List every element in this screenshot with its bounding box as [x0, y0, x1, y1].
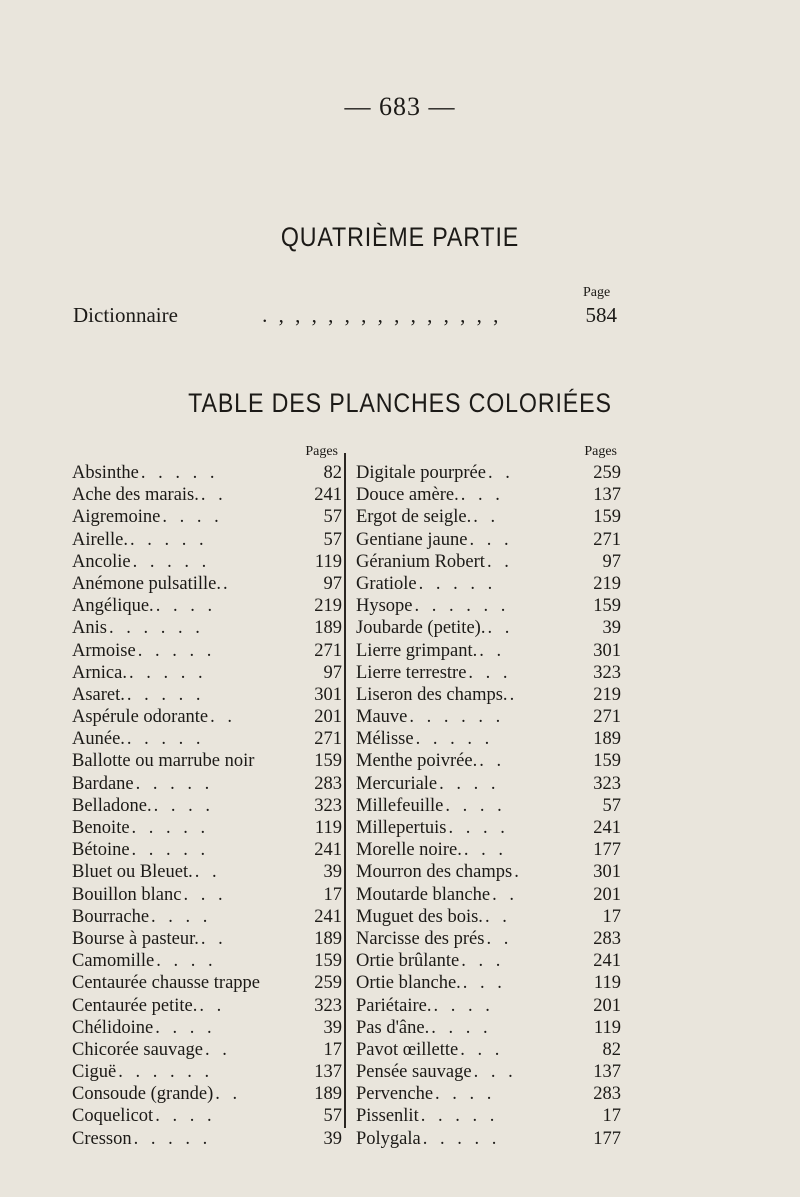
- plate-entry: [356, 506, 621, 528]
- plant-name: Gentiane jaune: [356, 529, 468, 550]
- plate-page-number: 137: [593, 485, 621, 506]
- plate-page-number: 159: [593, 507, 621, 528]
- leader-dots: . . . . .: [126, 684, 205, 705]
- plant-name: Armoise: [72, 640, 136, 661]
- plate-entry: [72, 706, 342, 728]
- leader-dots: .: [509, 684, 519, 705]
- plate-entry: [72, 662, 342, 684]
- plate-page-number: 201: [314, 707, 342, 728]
- plate-entry: [72, 884, 342, 906]
- plate-page-number: 177: [593, 1128, 621, 1149]
- plate-page-number: 17: [602, 906, 621, 927]
- plant-name: Polygala: [356, 1128, 421, 1149]
- plant-name: Gratiole: [356, 573, 417, 594]
- plate-page-number: 57: [323, 1106, 342, 1127]
- plant-name: Bétoine: [72, 840, 130, 861]
- plate-entry: [356, 684, 621, 706]
- plate-entry: [72, 484, 342, 506]
- plate-entry: [356, 906, 621, 928]
- plate-entry: [356, 928, 621, 950]
- plant-name: Bourse à pasteur.: [72, 928, 199, 949]
- plant-name: Mercuriale: [356, 773, 438, 794]
- leader-dots: . .: [487, 618, 514, 639]
- toc-entry-label: Dictionnaire: [73, 303, 178, 327]
- leader-dots: [260, 972, 308, 994]
- plate-entry: [72, 950, 342, 972]
- plant-name: Ballotte ou marrube noir: [72, 751, 255, 772]
- plant-name: Pavot œillette: [356, 1039, 459, 1060]
- leader-dots: . .: [479, 640, 506, 661]
- plant-name: Benoite: [72, 818, 130, 838]
- plant-name: Moutarde blanche: [356, 884, 491, 905]
- plant-name: Ache des marais.: [72, 485, 199, 506]
- plant-name: Mauve: [356, 707, 408, 728]
- plate-page-number: 271: [593, 707, 621, 728]
- leader-dots: . . . . .: [140, 463, 219, 483]
- plate-page-number: 271: [314, 729, 342, 750]
- plant-name: Bourrache: [72, 906, 150, 927]
- leader-dots: . . . .: [156, 951, 217, 972]
- leader-dots: . .: [200, 928, 227, 949]
- plant-name: Anémone pulsatille.: [72, 573, 221, 594]
- plate-page-number: 189: [314, 1084, 342, 1105]
- plant-name: Bardane: [72, 773, 134, 794]
- plate-page-number: 39: [323, 1017, 342, 1038]
- plant-name: Narcisse des prés: [356, 928, 485, 949]
- leader-dots: . . .: [468, 662, 512, 683]
- leader-dots: . . . .: [155, 1017, 216, 1038]
- plate-entry: [72, 861, 342, 883]
- leader-dots: . . . .: [155, 596, 217, 617]
- plant-name: Pervenche: [356, 1084, 434, 1105]
- plant-name: Asaret.: [72, 684, 125, 705]
- plate-entry: [72, 995, 342, 1017]
- plate-page-number: 57: [323, 529, 342, 550]
- plate-page-number: 159: [593, 751, 621, 772]
- plate-page-number: 219: [593, 573, 621, 594]
- plant-name: Muguet des bois.: [356, 906, 483, 927]
- plate-entry: [356, 728, 621, 750]
- leader-dots: . . . . .: [128, 662, 207, 683]
- plate-entry: [356, 861, 621, 883]
- leader-dots: . . . .: [435, 1084, 496, 1105]
- plate-entry: [356, 1128, 621, 1150]
- leader-dots: [254, 750, 308, 772]
- leader-dots: . . . . . .: [108, 618, 204, 639]
- leader-dots: . .: [200, 485, 227, 506]
- plate-page-number: 159: [314, 751, 342, 772]
- plant-name: Menthe poivrée.: [356, 751, 478, 772]
- column-divider: [344, 453, 346, 1128]
- leader-dots: . .: [486, 551, 513, 572]
- plate-page-number: 159: [314, 951, 342, 972]
- plate-entry: [356, 1017, 621, 1039]
- plate-page-number: 271: [314, 640, 342, 661]
- plate-entry: [72, 1083, 342, 1105]
- left-column-header: Pages: [305, 444, 338, 459]
- plate-entry: [72, 529, 342, 551]
- plant-name: Centaurée chausse trappe: [72, 973, 260, 994]
- plate-page-number: 39: [323, 1128, 342, 1149]
- leader-dots: . . .: [462, 973, 506, 994]
- leader-dots: . . .: [469, 529, 513, 550]
- plate-page-number: 323: [314, 995, 342, 1016]
- plant-name: Liseron des champs.: [356, 684, 508, 705]
- left-plate-column: [72, 444, 342, 1150]
- leader-dots: . . .: [183, 884, 227, 905]
- leader-dots: . . .: [473, 1062, 517, 1083]
- plate-page-number: 241: [314, 485, 342, 506]
- plate-page-number: 323: [593, 773, 621, 794]
- plate-page-number: 137: [593, 1062, 621, 1083]
- toc-entry: [73, 303, 617, 328]
- plant-name: Coquelicot: [72, 1106, 154, 1127]
- plant-name: Mélisse: [356, 729, 414, 750]
- plate-page-number: 39: [602, 618, 621, 639]
- leader-dots: . . . . .: [415, 729, 494, 750]
- plant-name: Lierre terrestre: [356, 662, 467, 683]
- leader-dots: . . . .: [153, 795, 215, 816]
- plate-page-number: 189: [314, 618, 342, 639]
- plate-page-number: 241: [593, 951, 621, 972]
- leader-dots: . .: [484, 906, 511, 927]
- plant-name: Consoude (grande): [72, 1084, 214, 1105]
- plant-name: Cresson: [72, 1128, 132, 1149]
- plate-entry: [356, 462, 621, 484]
- leader-dots: . .: [492, 884, 518, 905]
- leader-dots: . .: [479, 751, 506, 772]
- plate-page-number: 241: [593, 818, 621, 838]
- plate-page-number: 283: [593, 928, 621, 949]
- plate-entry: [72, 1061, 342, 1083]
- plate-page-number: 159: [593, 596, 621, 617]
- leader-dots: . . . . .: [126, 729, 205, 750]
- plant-name: Aspérule odorante: [72, 707, 209, 728]
- plant-name: Chicorée sauvage: [72, 1039, 203, 1060]
- plate-page-number: 189: [314, 928, 342, 949]
- plate-entry: [356, 617, 621, 639]
- plate-entry: [72, 1105, 342, 1127]
- plate-entry: [72, 573, 342, 595]
- section-title: TABLE DES PLANCHES COLORIÉES: [188, 388, 612, 418]
- leader-dots: .: [514, 862, 523, 883]
- plate-entry: [356, 839, 621, 861]
- plate-entry: [72, 617, 342, 639]
- plate-entry: [72, 551, 342, 573]
- leader-dots: . . . . .: [137, 640, 216, 661]
- leader-dots: . . .: [463, 840, 507, 861]
- plate-entry: [356, 706, 621, 728]
- leader-dots: . . . . .: [132, 551, 211, 572]
- plant-name: Ergot de seigle.: [356, 507, 472, 528]
- plate-entry: [72, 1039, 342, 1061]
- plate-page-number: 283: [593, 1084, 621, 1105]
- toc-entry-page: 584: [585, 303, 617, 327]
- plate-entry: [356, 640, 621, 662]
- plate-page-number: 323: [593, 662, 621, 683]
- plate-page-number: 17: [323, 884, 342, 905]
- plate-page-number: 271: [593, 529, 621, 550]
- plate-page-number: 119: [314, 818, 342, 838]
- plate-page-number: 137: [314, 1062, 342, 1083]
- plate-page-number: 97: [323, 573, 342, 594]
- leader-dots: . . .: [460, 1039, 504, 1060]
- leader-dots: . . .: [461, 951, 505, 972]
- plate-entry: [72, 640, 342, 662]
- plate-page-number: 201: [593, 995, 621, 1016]
- plant-name: Aunée.: [72, 729, 125, 750]
- leader-dots: .: [223, 573, 232, 594]
- leader-dots: . .: [194, 862, 221, 883]
- plate-page-number: 82: [323, 463, 342, 483]
- plant-name: Camomille: [72, 951, 155, 972]
- leader-dots: . .: [486, 928, 513, 949]
- leader-dots: . . . . .: [135, 773, 214, 794]
- plate-page-number: 301: [314, 684, 342, 705]
- plate-page-number: 219: [314, 596, 342, 617]
- plate-entry: [72, 773, 342, 795]
- plate-entry: [356, 995, 621, 1017]
- plant-name: Lierre grimpant.: [356, 640, 478, 661]
- leader-dots: . . . . .: [420, 1106, 499, 1127]
- plate-entry: [356, 972, 621, 994]
- plant-name: Centaurée petite.: [72, 995, 198, 1016]
- plate-page-number: 177: [593, 840, 621, 861]
- plant-name: Joubarde (petite).: [356, 618, 486, 639]
- plant-name: Belladone.: [72, 795, 152, 816]
- plate-entry: [356, 1105, 621, 1127]
- leader-dots: . . . . . .: [414, 596, 510, 617]
- leader-dots: . .: [210, 707, 237, 728]
- plant-name: Arnica.: [72, 662, 127, 683]
- leader-dots: . . . .: [439, 773, 500, 794]
- plate-page-number: 301: [593, 640, 621, 661]
- plant-name: Pas d'âne.: [356, 1017, 430, 1038]
- leader-dots: . . . . .: [422, 1128, 501, 1149]
- plate-entry: [72, 839, 342, 861]
- leader-dots: . .: [215, 1084, 242, 1105]
- plate-entry: [72, 595, 342, 617]
- plate-entry: [72, 795, 342, 817]
- leader-dots: . . . . .: [131, 818, 210, 838]
- plate-page-number: 82: [602, 1039, 621, 1060]
- plate-page-number: 259: [593, 463, 621, 483]
- plate-page-number: 301: [593, 862, 621, 883]
- plate-page-number: 17: [602, 1106, 621, 1127]
- plate-page-number: 283: [314, 773, 342, 794]
- leader-dots: . . . .: [155, 1106, 216, 1127]
- plate-entry: [356, 551, 621, 573]
- plate-entry: [356, 817, 621, 839]
- leader-dots: . .: [473, 507, 500, 528]
- toc-page-header: Page: [583, 285, 611, 300]
- plant-name: Anis: [72, 618, 107, 639]
- leader-dots: . . . .: [445, 795, 506, 816]
- plate-entry: [356, 750, 621, 772]
- plate-page-number: 323: [314, 795, 342, 816]
- plate-entry: [72, 906, 342, 928]
- plant-name: Pensée sauvage: [356, 1062, 472, 1083]
- plate-entry: [72, 506, 342, 528]
- plant-name: Angélique.: [72, 596, 154, 617]
- plate-page-number: 57: [602, 795, 621, 816]
- plant-name: Géranium Robert: [356, 551, 485, 572]
- plate-entry: [356, 1083, 621, 1105]
- plate-page-number: 119: [593, 973, 621, 994]
- plate-entry: [356, 1061, 621, 1083]
- leader-dots: . . . . . .: [118, 1062, 214, 1083]
- plant-name: Millefeuille: [356, 795, 444, 816]
- plant-name: Hysope: [356, 596, 413, 617]
- plate-entry: [356, 484, 621, 506]
- plate-entry: [72, 972, 342, 994]
- leader-dots: . . . . . .: [409, 707, 505, 728]
- right-column-header: Pages: [584, 444, 617, 459]
- leader-dots: . . . .: [433, 995, 494, 1016]
- plant-name: Douce amère.: [356, 485, 459, 506]
- leader-dots: . . . .: [448, 818, 509, 838]
- plant-name: Ancolie: [72, 551, 131, 572]
- leader-dots: . . . .: [431, 1017, 492, 1038]
- plate-page-number: 219: [593, 684, 621, 705]
- plate-entry: [72, 684, 342, 706]
- plate-page-number: 241: [314, 840, 342, 861]
- plant-name: Morelle noire.: [356, 840, 462, 861]
- leader-dots: . . . . .: [133, 1128, 212, 1149]
- plate-entry: [356, 1039, 621, 1061]
- page-number: — 683 —: [344, 92, 456, 121]
- plant-name: Bouillon blanc: [72, 884, 182, 905]
- right-plate-column: [356, 444, 621, 1150]
- leader-dots: . .: [204, 1039, 231, 1060]
- toc-entry-dots: . , , , , , , , , , , , , , ,: [262, 303, 502, 327]
- plate-page-number: 17: [323, 1039, 342, 1060]
- leader-dots: . . . .: [162, 507, 223, 528]
- plate-page-number: 97: [602, 551, 621, 572]
- part-title: QUATRIÈME PARTIE: [280, 222, 520, 252]
- leader-dots: . .: [487, 463, 514, 483]
- plate-entry: [72, 928, 342, 950]
- plate-entry: [72, 750, 342, 772]
- plate-entry: [356, 884, 621, 906]
- plate-entry: [356, 795, 621, 817]
- plant-name: Millepertuis: [356, 818, 447, 838]
- plate-entry: [356, 773, 621, 795]
- plate-page-number: 189: [593, 729, 621, 750]
- plant-name: Bluet ou Bleuet.: [72, 862, 193, 883]
- plant-name: Pissenlit: [356, 1106, 419, 1127]
- plate-page-number: 241: [314, 906, 342, 927]
- plate-entry: [356, 950, 621, 972]
- plant-name: Aigremoine: [72, 507, 161, 528]
- plate-entry: [356, 529, 621, 551]
- plate-page-number: 57: [323, 507, 342, 528]
- leader-dots: . . . . .: [130, 529, 208, 550]
- plant-name: Ortie blanche.: [356, 973, 461, 994]
- plant-name: Chélidoine: [72, 1017, 154, 1038]
- plate-entry: [72, 462, 342, 484]
- plant-name: Mourron des champs: [356, 862, 513, 883]
- plate-entry: [72, 817, 342, 839]
- plant-name: Ortie brûlante: [356, 951, 460, 972]
- plate-page-number: 259: [314, 973, 342, 994]
- plate-entry: [356, 662, 621, 684]
- plant-name: Digitale pourprée: [356, 463, 486, 483]
- plate-page-number: 97: [323, 662, 342, 683]
- plate-page-number: 119: [314, 551, 342, 572]
- plate-entry: [72, 728, 342, 750]
- plate-entry: [356, 595, 621, 617]
- leader-dots: . . .: [460, 485, 504, 506]
- plant-name: Ciguë: [72, 1062, 117, 1083]
- plant-name: Pariétaire.: [356, 995, 432, 1016]
- plate-entry: [72, 1128, 342, 1150]
- leader-dots: . . . . .: [418, 573, 497, 594]
- plate-entry: [356, 573, 621, 595]
- plate-entry: [72, 1017, 342, 1039]
- leader-dots: . . . .: [151, 906, 212, 927]
- plate-page-number: 39: [323, 862, 342, 883]
- plant-name: Airelle.: [72, 529, 128, 550]
- leader-dots: . .: [199, 995, 226, 1016]
- plant-name: Absinthe: [72, 463, 139, 483]
- plate-page-number: 201: [593, 884, 621, 905]
- leader-dots: . . . . .: [131, 840, 210, 861]
- plate-page-number: 119: [593, 1017, 621, 1038]
